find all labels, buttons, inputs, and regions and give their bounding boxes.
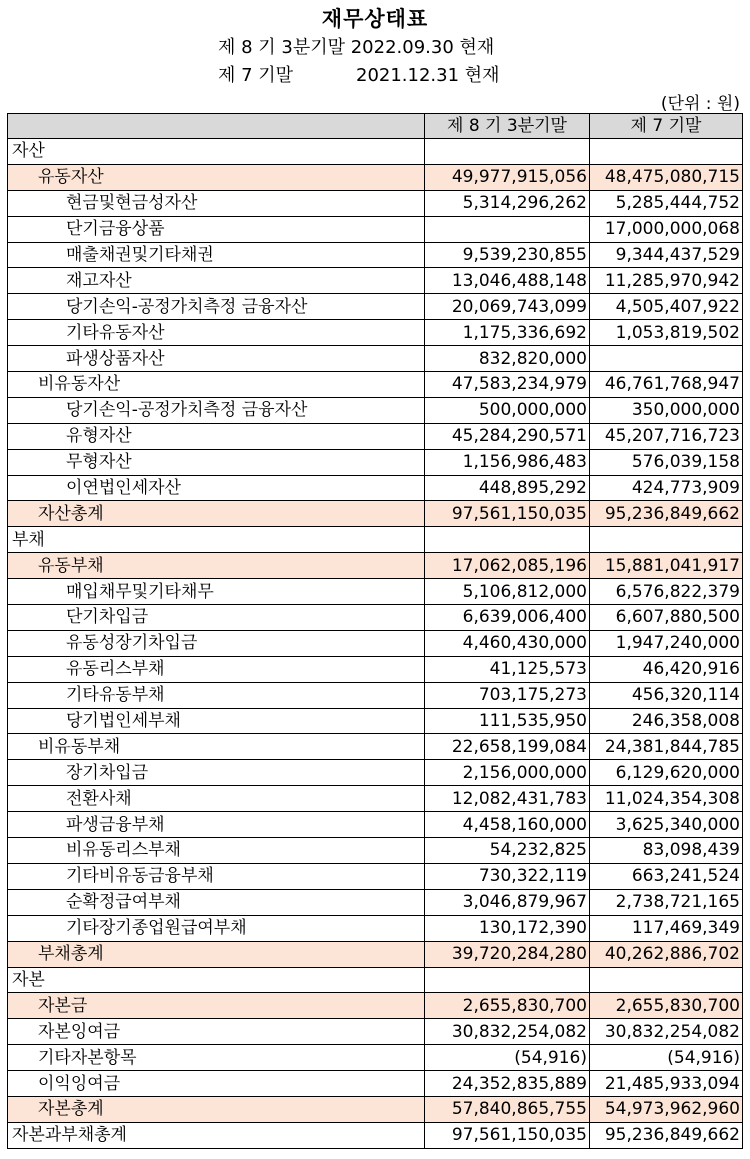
table-row [8, 838, 743, 864]
current-period-value-cell: 703,175,273 [425, 682, 590, 708]
document-title: 재무상태표 [321, 7, 429, 31]
current-period-value-cell: 500,000,000 [425, 397, 590, 423]
account-name-cell: 매입채무및기타채무 [8, 579, 425, 605]
current-period-value-cell: 448,895,292 [425, 475, 590, 501]
account-name-cell: 단기차입금 [8, 605, 425, 631]
prior-period-value-cell: 6,607,880,500 [590, 605, 743, 631]
current-period-value-cell [425, 216, 590, 242]
account-name-cell: 전환사채 [8, 786, 425, 812]
account-name-cell: 유동자산 [8, 164, 425, 190]
account-name-cell: 자본과부채총계 [8, 1122, 425, 1148]
prior-period-value-cell [590, 346, 743, 372]
prior-period-value-cell: 11,285,970,942 [590, 268, 743, 294]
prior-period-value-cell: 117,469,349 [590, 915, 743, 941]
table-row [8, 501, 743, 527]
current-period-value-cell: 97,561,150,035 [425, 1122, 590, 1148]
table-row [8, 863, 743, 889]
current-period-value-cell: 6,639,006,400 [425, 605, 590, 631]
prior-period-value-cell: 4,505,407,922 [590, 294, 743, 320]
current-period-value-cell: 97,561,150,035 [425, 501, 590, 527]
account-name-cell: 당기법인세부채 [8, 708, 425, 734]
current-period-value-cell: (54,916) [425, 1045, 590, 1071]
current-period-value-cell: 4,458,160,000 [425, 812, 590, 838]
prior-period-value-cell [590, 967, 743, 993]
prior-period-value-cell: 15,881,041,917 [590, 553, 743, 579]
table-row [8, 786, 743, 812]
table-row [8, 630, 743, 656]
prior-period-value-cell: 2,655,830,700 [590, 993, 743, 1019]
prior-period-value-cell: 350,000,000 [590, 397, 743, 423]
table-row [8, 1045, 743, 1071]
table-row [8, 372, 743, 398]
table-row [8, 527, 743, 553]
prior-period-value-cell: 5,285,444,752 [590, 190, 743, 216]
account-name-cell: 자본 [8, 967, 425, 993]
table-row [8, 449, 743, 475]
table-row [8, 423, 743, 449]
current-period-caption: 제 8 기 3분기말 2022.09.30 현재 [218, 37, 495, 58]
account-name-cell: 유동성장기차입금 [8, 630, 425, 656]
prior-period-value-cell: 54,973,962,960 [590, 1096, 743, 1122]
current-period-value-cell [425, 527, 590, 553]
account-name-cell: 자산총계 [8, 501, 425, 527]
current-period-value-cell: 5,106,812,000 [425, 579, 590, 605]
current-period-value-cell: 9,539,230,855 [425, 242, 590, 268]
current-period-value-cell: 22,658,199,084 [425, 734, 590, 760]
prior-period-value-cell: 1,053,819,502 [590, 320, 743, 346]
current-period-value-cell: 12,082,431,783 [425, 786, 590, 812]
current-period-value-cell: 54,232,825 [425, 838, 590, 864]
table-row [8, 993, 743, 1019]
prior-period-value-cell: 95,236,849,662 [590, 1122, 743, 1148]
current-period-value-cell: 1,175,336,692 [425, 320, 590, 346]
account-name-cell: 자본총계 [8, 1096, 425, 1122]
table-row [8, 1019, 743, 1045]
table-row [8, 605, 743, 631]
current-period-value-cell: 24,352,835,889 [425, 1071, 590, 1097]
table-row [8, 734, 743, 760]
table-row [8, 320, 743, 346]
table-row [8, 941, 743, 967]
table-row [8, 1122, 743, 1148]
prior-period-value-cell: 1,947,240,000 [590, 630, 743, 656]
table-row [8, 656, 743, 682]
prior-period-value-cell [590, 139, 743, 165]
account-name-cell: 순확정급여부채 [8, 889, 425, 915]
account-name-cell: 기타유동부채 [8, 682, 425, 708]
table-row [8, 760, 743, 786]
account-name-cell: 재고자산 [8, 268, 425, 294]
account-name-cell: 단기금융상품 [8, 216, 425, 242]
table-row [8, 475, 743, 501]
account-name-cell: 이연법인세자산 [8, 475, 425, 501]
table-row [8, 164, 743, 190]
account-name-cell: 자산 [8, 139, 425, 165]
account-name-cell: 비유동자산 [8, 372, 425, 398]
current-period-value-cell: 45,284,290,571 [425, 423, 590, 449]
account-name-cell: 매출채권및기타채권 [8, 242, 425, 268]
prior-period-value-cell: 11,024,354,308 [590, 786, 743, 812]
prior-period-value-cell: 95,236,849,662 [590, 501, 743, 527]
current-period-value-cell: 111,535,950 [425, 708, 590, 734]
current-period-value-cell: 730,322,119 [425, 863, 590, 889]
current-period-value-cell: 5,314,296,262 [425, 190, 590, 216]
current-period-value-cell: 49,977,915,056 [425, 164, 590, 190]
account-name-cell: 이익잉여금 [8, 1071, 425, 1097]
column-header-current: 제 8 기 3분기말 [425, 114, 590, 139]
current-period-value-cell: 2,655,830,700 [425, 993, 590, 1019]
prior-period-value-cell: 40,262,886,702 [590, 941, 743, 967]
prior-period-value-cell: 24,381,844,785 [590, 734, 743, 760]
prior-period-value-cell: 246,358,008 [590, 708, 743, 734]
current-period-value-cell: 3,046,879,967 [425, 889, 590, 915]
account-name-cell: 현금및현금성자산 [8, 190, 425, 216]
unit-note: (단위 : 원) [660, 94, 740, 114]
table-row [8, 216, 743, 242]
account-name-cell: 부채총계 [8, 941, 425, 967]
column-header-account [8, 114, 425, 139]
prior-period-value-cell: 424,773,909 [590, 475, 743, 501]
table-row [8, 397, 743, 423]
prior-period-value-cell: 30,832,254,082 [590, 1019, 743, 1045]
prior-period-value-cell: 45,207,716,723 [590, 423, 743, 449]
table-header-row [8, 114, 743, 139]
prior-period-value-cell: 456,320,114 [590, 682, 743, 708]
table-row [8, 346, 743, 372]
table-row [8, 708, 743, 734]
table-row [8, 682, 743, 708]
table-row [8, 812, 743, 838]
balance-sheet-table [7, 113, 743, 1149]
account-name-cell: 파생금융부채 [8, 812, 425, 838]
account-name-cell: 무형자산 [8, 449, 425, 475]
account-name-cell: 파생상품자산 [8, 346, 425, 372]
current-period-value-cell: 2,156,000,000 [425, 760, 590, 786]
prior-period-caption: 제 7 기말 2021.12.31 현재 [218, 65, 500, 86]
account-name-cell: 비유동리스부채 [8, 838, 425, 864]
prior-period-value-cell: 3,625,340,000 [590, 812, 743, 838]
account-name-cell: 비유동부채 [8, 734, 425, 760]
table-row [8, 190, 743, 216]
account-name-cell: 자본금 [8, 993, 425, 1019]
account-name-cell: 자본잉여금 [8, 1019, 425, 1045]
current-period-value-cell: 57,840,865,755 [425, 1096, 590, 1122]
account-name-cell: 기타자본항목 [8, 1045, 425, 1071]
account-name-cell: 당기손익-공정가치측정 금융자산 [8, 397, 425, 423]
account-name-cell: 당기손익-공정가치측정 금융자산 [8, 294, 425, 320]
table-row [8, 889, 743, 915]
table-row [8, 139, 743, 165]
prior-period-value-cell: 83,098,439 [590, 838, 743, 864]
account-name-cell: 유동부채 [8, 553, 425, 579]
current-period-value-cell [425, 967, 590, 993]
table-row [8, 1071, 743, 1097]
current-period-value-cell: 13,046,488,148 [425, 268, 590, 294]
prior-period-value-cell: 17,000,000,068 [590, 216, 743, 242]
column-header-prior: 제 7 기말 [590, 114, 743, 139]
prior-period-value-cell: 21,485,933,094 [590, 1071, 743, 1097]
prior-period-value-cell: 2,738,721,165 [590, 889, 743, 915]
current-period-value-cell: 832,820,000 [425, 346, 590, 372]
current-period-value-cell: 1,156,986,483 [425, 449, 590, 475]
prior-period-value-cell: 6,576,822,379 [590, 579, 743, 605]
account-name-cell: 부채 [8, 527, 425, 553]
current-period-value-cell: 130,172,390 [425, 915, 590, 941]
table-row [8, 915, 743, 941]
current-period-value-cell: 47,583,234,979 [425, 372, 590, 398]
current-period-value-cell: 39,720,284,280 [425, 941, 590, 967]
account-name-cell: 기타비유동금융부채 [8, 863, 425, 889]
prior-period-value-cell: 576,039,158 [590, 449, 743, 475]
table-row [8, 967, 743, 993]
account-name-cell: 기타장기종업원급여부채 [8, 915, 425, 941]
prior-period-value-cell: 46,420,916 [590, 656, 743, 682]
prior-period-value-cell: 9,344,437,529 [590, 242, 743, 268]
account-name-cell: 기타유동자산 [8, 320, 425, 346]
prior-period-value-cell: 48,475,080,715 [590, 164, 743, 190]
prior-period-value-cell [590, 527, 743, 553]
current-period-value-cell: 4,460,430,000 [425, 630, 590, 656]
account-name-cell: 유동리스부채 [8, 656, 425, 682]
prior-period-value-cell: 6,129,620,000 [590, 760, 743, 786]
prior-period-value-cell: (54,916) [590, 1045, 743, 1071]
prior-period-value-cell: 46,761,768,947 [590, 372, 743, 398]
current-period-value-cell [425, 139, 590, 165]
prior-period-value-cell: 663,241,524 [590, 863, 743, 889]
table-row [8, 268, 743, 294]
account-name-cell: 장기차입금 [8, 760, 425, 786]
table-row [8, 294, 743, 320]
account-name-cell: 유형자산 [8, 423, 425, 449]
current-period-value-cell: 30,832,254,082 [425, 1019, 590, 1045]
table-row [8, 1096, 743, 1122]
current-period-value-cell: 20,069,743,099 [425, 294, 590, 320]
current-period-value-cell: 41,125,573 [425, 656, 590, 682]
table-row [8, 553, 743, 579]
table-row [8, 242, 743, 268]
current-period-value-cell: 17,062,085,196 [425, 553, 590, 579]
table-row [8, 579, 743, 605]
